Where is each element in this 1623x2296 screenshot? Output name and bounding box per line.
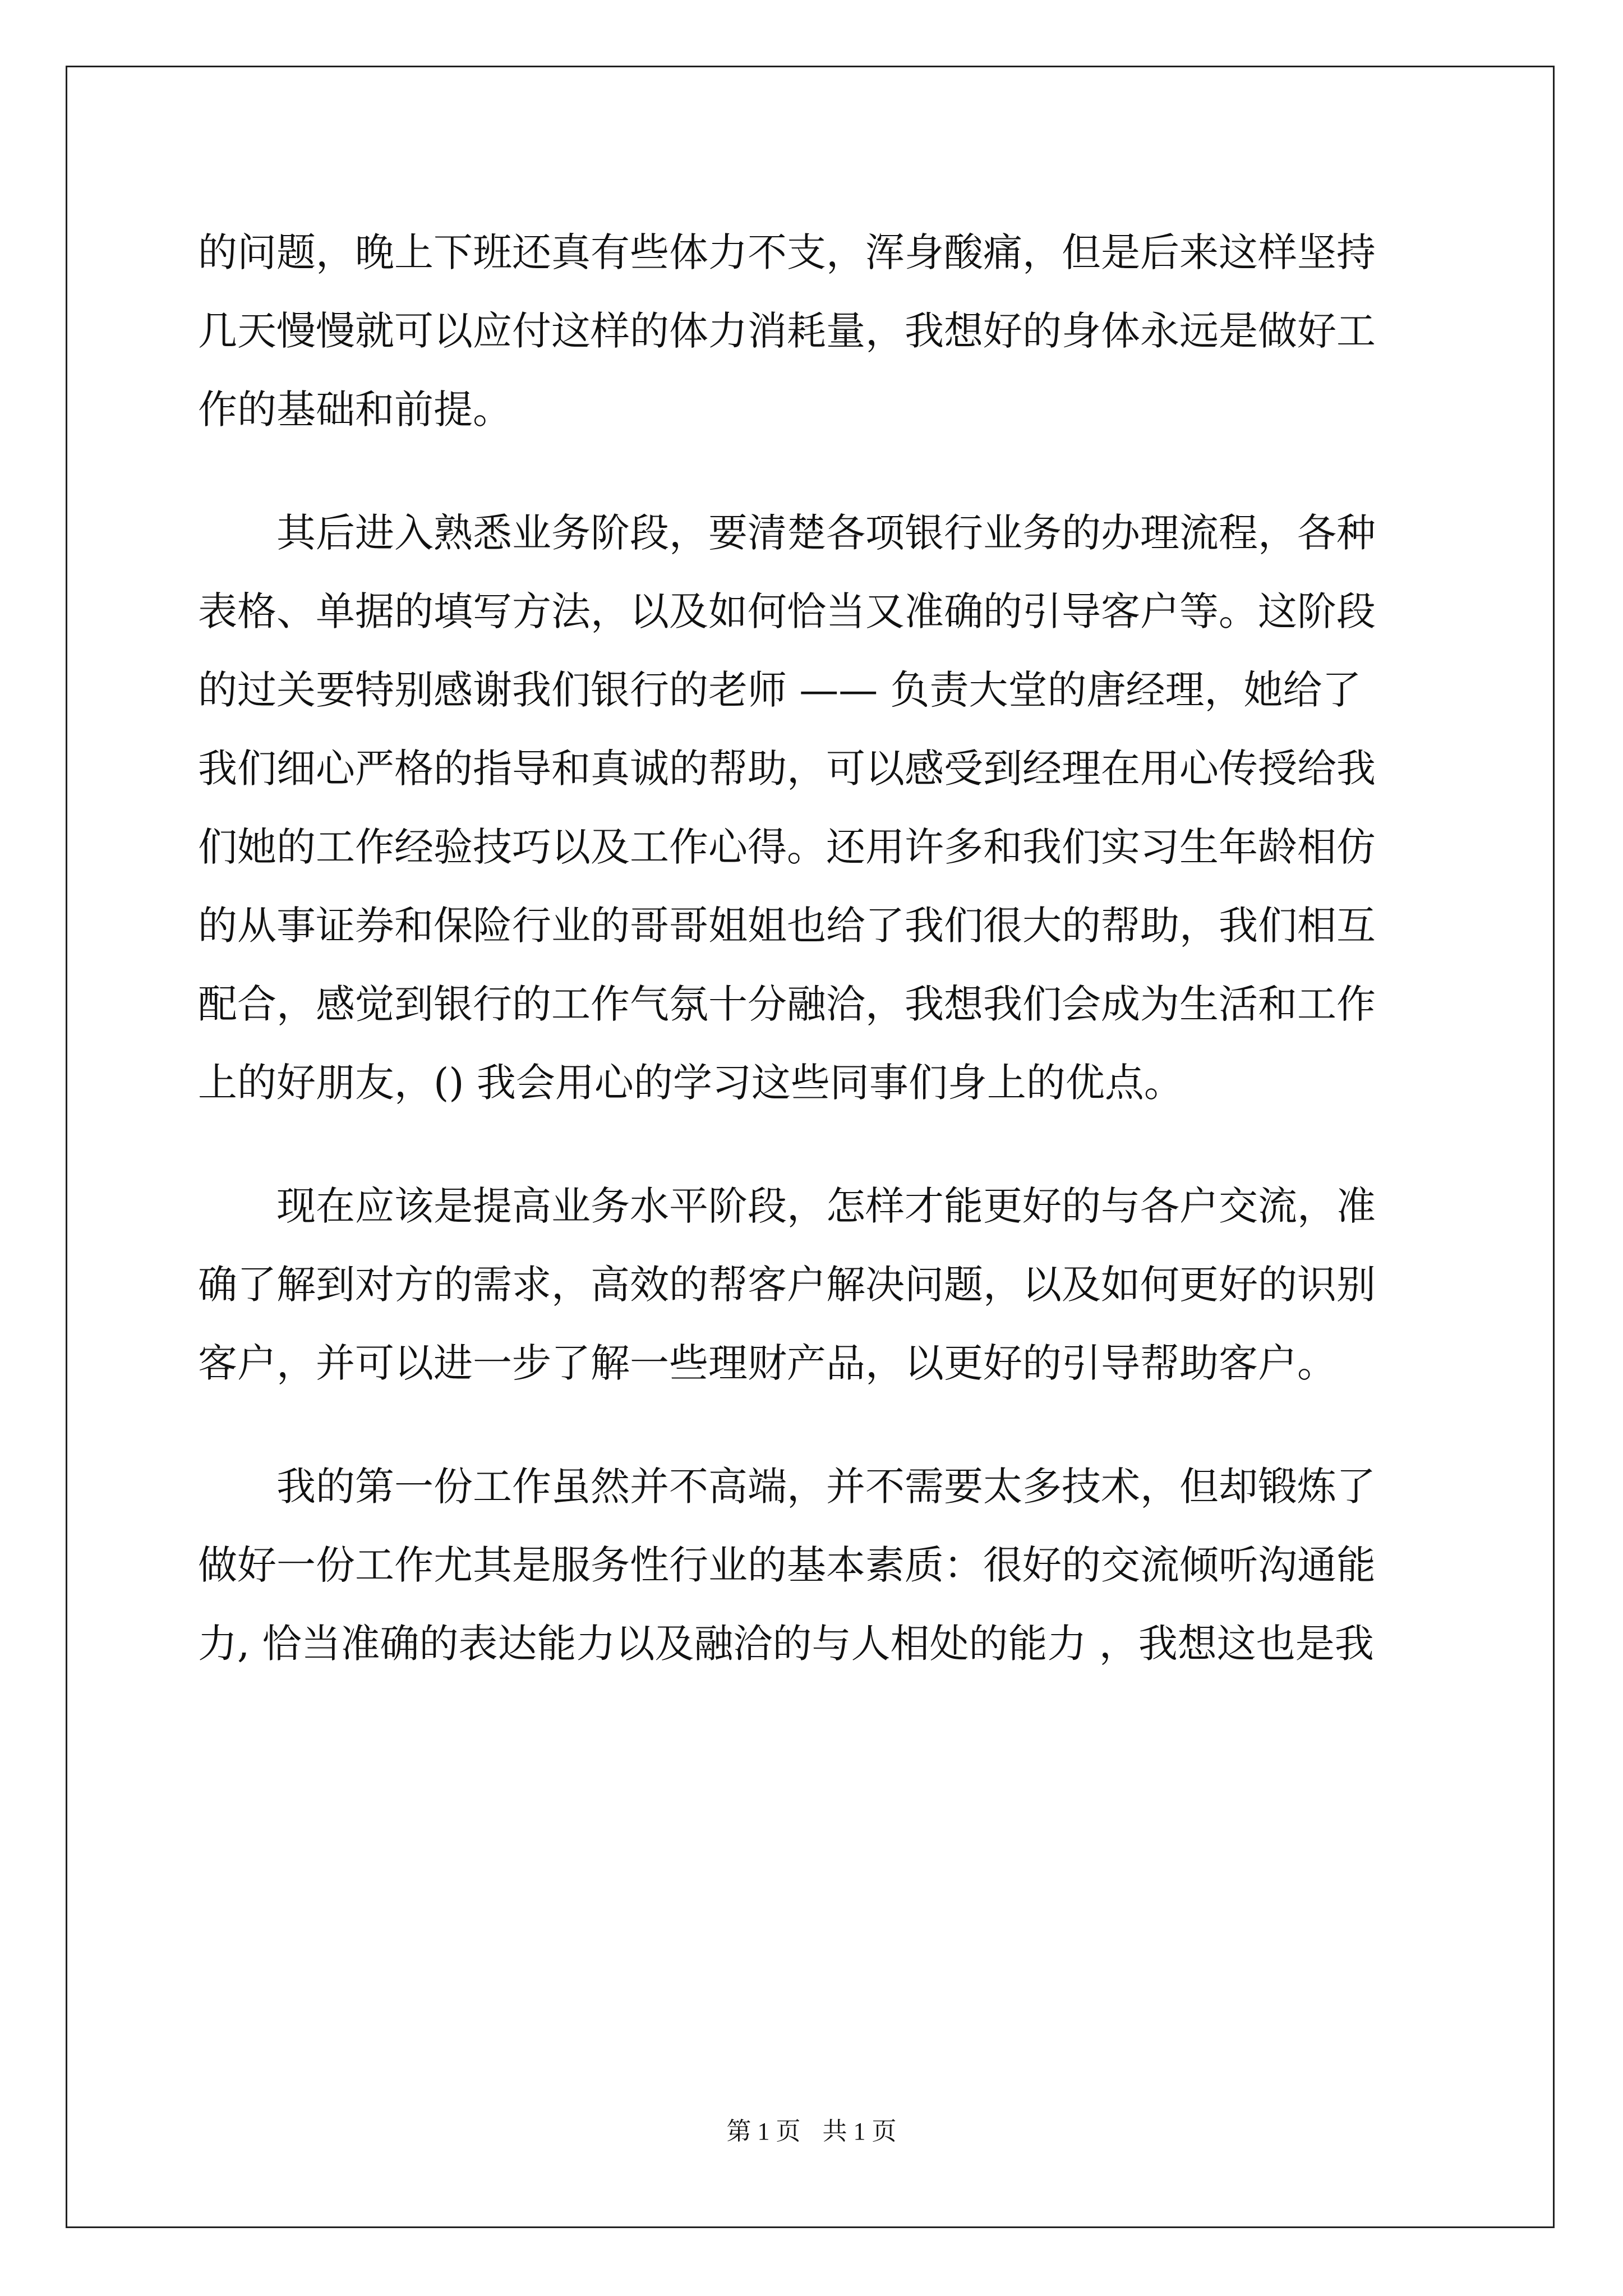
text-line: 客户，并可以进一步了解一些理财产品，以更好的引导帮助客户。 <box>198 1340 1336 1386</box>
text-line: 表格、单据的填写方法，以及如何恰当又准确的引导客户等。这阶段 <box>198 588 1376 634</box>
text-line: 配合，感觉到银行的工作气氛十分融洽，我想我们会成为生活和工作 <box>198 981 1376 1027</box>
text-line: 作的基础和前提。 <box>198 386 512 432</box>
text-line: 的从事证券和保险行业的哥哥姐姐也给了我们很大的帮助，我们相互 <box>198 903 1376 949</box>
paragraph-start-line: 现在应该是提高业务水平阶段，怎样才能更好的与各户交流，准 <box>276 1183 1376 1229</box>
text-line: 确了解到对方的需求，高效的帮客户解决问题，以及如何更好的识别 <box>198 1262 1376 1308</box>
text-line: 上的好朋友，() 我会用心的学习这些同事们身上的优点。 <box>198 1060 1183 1106</box>
paragraph-start-line: 我的第一份工作虽然并不高端，并不需要太多技术，但却锻炼了 <box>276 1464 1376 1510</box>
text-line: 的过关要特别感谢我们银行的老师 —— 负责大堂的唐经理，她给了 <box>198 667 1362 713</box>
page-number: 第 1 页 <box>726 2118 801 2145</box>
page-footer <box>0 2115 1623 2148</box>
text-line: 的问题，晚上下班还真有些体力不支，浑身酸痛，但是后来这样坚持 <box>198 229 1376 275</box>
paragraph-start-line: 其后进入熟悉业务阶段，要清楚各项银行业务的办理流程，各种 <box>276 510 1376 556</box>
text-line: 力, 恰当准确的表达能力以及融洽的与人相处的能力 ，我想这也是我 <box>198 1621 1374 1667</box>
text-line: 做好一份工作尤其是服务性行业的基本素质：很好的交流倾听沟通能 <box>198 1542 1376 1588</box>
page-total: 共 1 页 <box>822 2118 897 2145</box>
text-line: 们她的工作经验技巧以及工作心得。还用许多和我们实习生年龄相仿 <box>198 824 1376 870</box>
text-line: 我们细心严格的指导和真诚的帮助，可以感受到经理在用心传授给我 <box>198 746 1376 792</box>
text-line: 几天慢慢就可以应付这样的体力消耗量，我想好的身体永远是做好工 <box>198 308 1376 354</box>
